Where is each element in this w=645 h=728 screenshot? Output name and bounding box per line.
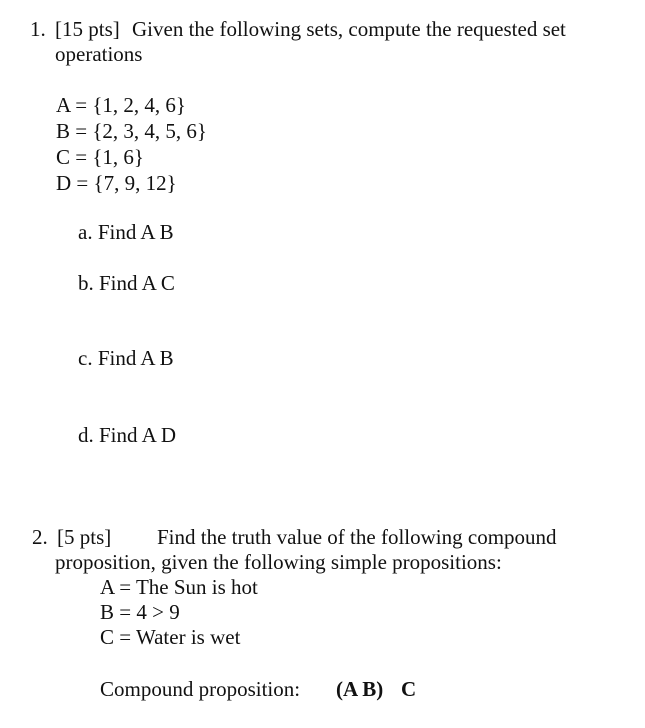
compound-expression-part2: C bbox=[401, 677, 417, 701]
part-a: a. Find A B bbox=[78, 220, 174, 244]
q1-number: 1. bbox=[30, 17, 46, 41]
q2-points: [5 pts] bbox=[57, 525, 112, 549]
part-b: b. Find A C bbox=[78, 271, 175, 295]
q2-prompt-line1: Find the truth value of the following compound bbox=[157, 525, 557, 549]
q2-prompt-line2: proposition, given the following simple propositions: bbox=[55, 550, 502, 574]
part-c: c. Find A B bbox=[78, 346, 174, 370]
set-b: B = {2, 3, 4, 5, 6} bbox=[56, 119, 208, 143]
compound-label: Compound proposition: bbox=[100, 677, 301, 701]
set-d: D = {7, 9, 12} bbox=[56, 171, 177, 195]
part-d: d. Find A D bbox=[78, 423, 177, 447]
q1-points: [15 pts] bbox=[55, 17, 120, 41]
set-c: C = {1, 6} bbox=[56, 145, 145, 169]
q1-prompt-line1: Given the following sets, compute the requested set bbox=[132, 17, 566, 41]
compound-expression-part1: (A B) bbox=[336, 677, 384, 701]
q1-prompt-line2: operations bbox=[55, 42, 143, 66]
proposition-c: C = Water is wet bbox=[100, 625, 241, 649]
q2-number: 2. bbox=[32, 525, 48, 549]
proposition-b: B = 4 > 9 bbox=[100, 600, 180, 624]
proposition-a: A = The Sun is hot bbox=[100, 575, 258, 599]
set-a: A = {1, 2, 4, 6} bbox=[56, 93, 187, 117]
